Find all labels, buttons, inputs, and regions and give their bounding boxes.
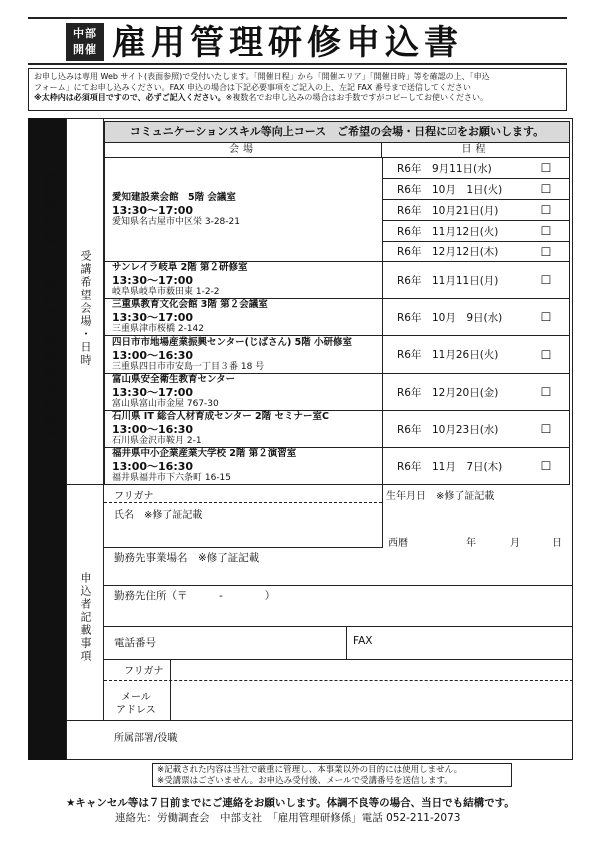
venue-time: 13:00〜16:30 [112, 460, 194, 473]
header-bottom-rule [28, 63, 567, 65]
phone-field[interactable]: 電話番号 [104, 627, 346, 660]
notice-line-2: フォーム」にてお申し込みください。FAX 申込の場合は下記必要事項をご記入の上、左記 FAX 番号まで送信してください [34, 82, 471, 92]
venue-mie-tsu [104, 299, 382, 336]
date-row [382, 336, 570, 374]
privacy-note-2: ※受講票はございません。お申込み受付後、メールで受講番号を送信します。 [157, 776, 453, 786]
venue-address: 三重県四日市市安島一丁目３番 18 号 [112, 361, 265, 372]
date-row [382, 262, 570, 299]
venue-time: 13:00〜16:30 [112, 348, 194, 362]
email-label-2: アドレス [116, 705, 156, 716]
birth-day[interactable]: 日 [552, 538, 562, 549]
venue-toyama [104, 374, 382, 411]
fax-field[interactable]: FAX [346, 627, 573, 660]
date-row [382, 374, 570, 411]
venue-name: サンレイラ岐阜 2階 第２研修室 [112, 262, 248, 273]
birthdate-label: 生年月日 ※修了証記載 [386, 491, 495, 502]
date-text: R6年 11月 7日(木) [397, 460, 503, 473]
venue-time: 13:00〜16:30 [112, 423, 194, 436]
date-checkbox[interactable]: ☐ [540, 182, 552, 196]
course-heading: コミュニケーションスキル等向上コース ご希望の会場・日程に☑をお願いします。 [104, 121, 570, 143]
date-checkbox[interactable]: ☐ [540, 273, 552, 287]
date-text: R6年 10月23日(水) [397, 423, 499, 436]
contact-info: 連絡先：労働調査会 中部支社 「雇用管理研修係」電話 052-211-2073 [115, 812, 461, 824]
header-top-rule [28, 17, 567, 19]
venue-address: 愛知県名古屋市中区栄 3-28-21 [112, 216, 240, 227]
notice-line-1: お申し込みは専用 Web サイト(表面参照)で受付いたします。「開催日程」から「開催エリア」「開催日時」等を確認の上、「申込 [34, 72, 490, 81]
date-text: R6年 10月21日(月) [397, 204, 499, 217]
venue-address: 福井県福井市下六条町 16-15 [112, 473, 232, 483]
venue-column-header: 会場 [104, 143, 382, 158]
name-field[interactable]: 氏名 ※修了証記載 [104, 503, 382, 548]
date-row [382, 200, 570, 221]
date-column-header: 日程 [382, 143, 570, 158]
date-text: R6年 11月26日(火) [397, 349, 499, 361]
badge-line-1: 中部 [73, 27, 97, 40]
date-checkbox[interactable]: ☐ [540, 459, 552, 473]
notice-required: ※太枠内は必須項目ですので、必ずご記入ください。 [34, 93, 226, 102]
notice-copy: ※複数名でお申し込みの場合はお手数ですがコピーしてお使いください。 [225, 93, 489, 102]
course-section-label: 受講希望会場・日時 [79, 250, 92, 367]
privacy-note-1: ※記載された内容は当社で厳重に管理し、本事業以外の目的には使用しません。 [157, 765, 463, 775]
date-text: R6年 12月12日(木) [397, 246, 499, 258]
venue-address: 岐阜県岐阜市薮田東 1-2-2 [112, 287, 220, 297]
birth-era[interactable]: 西暦 [388, 538, 408, 549]
date-text: R6年 12月20日(金) [397, 386, 499, 399]
email-furigana-label: フリガナ [124, 666, 164, 677]
venue-time: 13:30〜17:00 [112, 386, 194, 399]
venue-name: 富山県安全衛生教育センター [112, 374, 236, 385]
date-text: R6年 10月 1日(火) [397, 183, 503, 196]
date-row [382, 221, 570, 242]
date-text: R6年 11月11日(月) [397, 274, 499, 287]
date-checkbox[interactable]: ☐ [540, 203, 552, 217]
venue-gifu [104, 262, 382, 299]
venue-name: 愛知建設業会館 5階 会議室 [112, 191, 236, 203]
date-row [382, 448, 570, 485]
birth-divider [382, 485, 383, 548]
venue-time: 13:30〜17:00 [112, 274, 194, 287]
date-checkbox[interactable]: ☐ [540, 310, 552, 324]
badge-line-2: 開催 [73, 43, 97, 56]
department-field[interactable]: 所属部署/役職 [66, 720, 573, 760]
venue-time: 13:30〜17:00 [112, 203, 194, 217]
date-text: R6年 11月12日(火) [397, 225, 499, 238]
privacy-notes [152, 763, 512, 787]
date-text: R6年 10月 9日(水) [397, 311, 503, 324]
work-address-field[interactable]: 勤務先住所（〒 - ） [104, 586, 573, 627]
region-badge [66, 23, 104, 61]
birth-month[interactable]: 月 [510, 538, 520, 549]
venue-aichi [104, 158, 382, 262]
venue-name: 三重県教育文化会館 3階 第２会議室 [112, 299, 268, 310]
date-text: R6年 9月11日(水) [397, 162, 492, 175]
venue-ishikawa [104, 411, 382, 448]
date-row [382, 411, 570, 448]
workplace-field[interactable]: 勤務先事業場名 ※修了証記載 [104, 548, 573, 586]
venue-fukui [104, 448, 382, 485]
venue-name: 四日市市地場産業振興センター(じばさん) 5階 小研修室 [112, 336, 353, 348]
cancellation-note: ★キャンセル等は７日前までにご連絡をお願いします。体調不良等の場合、当日でも結構です。 [66, 797, 515, 809]
date-row [382, 158, 570, 179]
birth-year[interactable]: 年 [466, 538, 476, 549]
applicant-section-label: 申込者記載事項 [79, 572, 92, 663]
email-input[interactable] [171, 681, 573, 720]
email-label-1: メール [121, 692, 151, 703]
date-checkbox[interactable]: ☐ [540, 161, 552, 175]
venue-time: 13:30〜17:00 [112, 311, 194, 324]
venue-address: 富山県富山市金屋 767-30 [112, 399, 219, 409]
venue-yokkaichi [104, 336, 382, 374]
venue-address: 三重県津市桜橋 2-142 [112, 324, 205, 334]
date-checkbox[interactable]: ☐ [540, 422, 552, 436]
furigana-field[interactable]: フリガナ [104, 485, 382, 503]
notice-box [28, 68, 567, 111]
venue-address: 石川県金沢市鞍月 2-1 [112, 436, 202, 446]
venue-name: 石川県 IT 総合人材育成センター 2階 セミナー室C [112, 411, 329, 422]
sidebar-fax-number: FAX：052-203-5124 [33, 434, 61, 744]
date-row [382, 179, 570, 200]
date-row [382, 242, 570, 262]
page-title: 雇用管理研修申込書 [112, 23, 463, 63]
sidebar-recipient: （株）労働調査会 中部支社 雇用管理研修係 行 [40, 126, 55, 471]
date-checkbox[interactable]: ☐ [540, 224, 552, 238]
date-checkbox[interactable]: ☐ [540, 385, 552, 399]
venue-name: 福井県中小企業産業大学校 2階 第２演習室 [112, 448, 297, 459]
date-checkbox[interactable]: ☐ [540, 244, 552, 259]
date-checkbox[interactable]: ☐ [540, 347, 552, 362]
date-row [382, 299, 570, 336]
